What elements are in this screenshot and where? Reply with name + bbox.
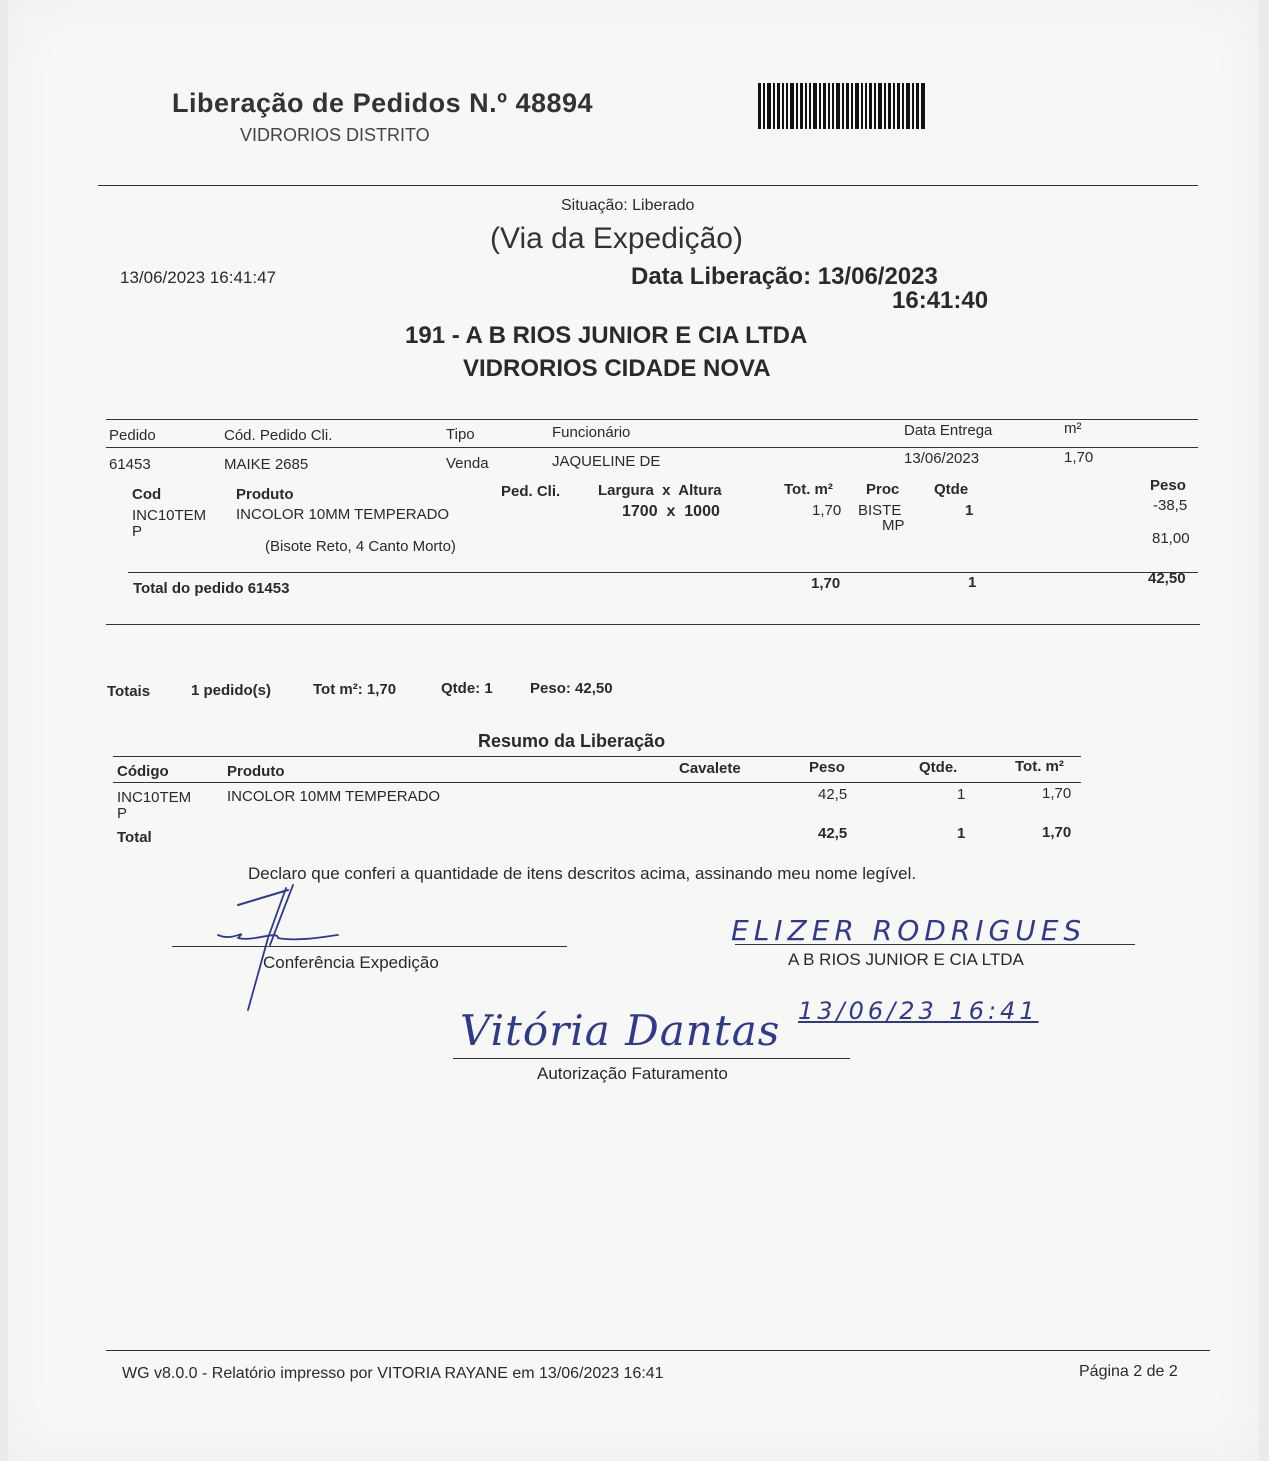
col-cod-pedido-cli: Cód. Pedido Cli.	[224, 427, 333, 444]
item-total-divider	[128, 572, 1198, 573]
footer-page-number: Página 2 de 2	[1079, 1363, 1178, 1380]
order-cod-pedido-cli: MAIKE 2685	[224, 456, 309, 473]
totals-peso: Peso: 42,50	[530, 680, 613, 697]
item-cod-line2: P	[132, 523, 143, 540]
order-data-entrega: 13/06/2023	[904, 450, 980, 467]
summary-header-divider	[113, 782, 1081, 783]
col-funcionario: Funcionário	[552, 424, 631, 441]
summary-codigo-line1: INC10TEM	[117, 789, 192, 806]
item-peso-top: -38,5	[1153, 497, 1188, 514]
autorizacao-handwritten-name: Vitória Dantas	[460, 1006, 781, 1055]
client-handwritten-name: ELIZER RODRIGUES	[731, 914, 1087, 947]
item-col-largura-altura: Largura x Altura	[598, 482, 722, 499]
summary-qtde: 1	[957, 786, 966, 803]
summary-col-tot-m2: Tot. m²	[1015, 758, 1064, 775]
col-m2: m²	[1064, 420, 1082, 437]
item-col-qtde: Qtde	[934, 481, 969, 498]
order-total-m2: 1,70	[811, 575, 841, 592]
item-proc-line2: MP	[882, 517, 905, 534]
order-total-peso: 42,50	[1148, 570, 1186, 587]
order-total-qtde: 1	[968, 574, 977, 591]
item-dimensions: 1700 x 1000	[622, 503, 720, 520]
conferencia-signature-line	[172, 946, 567, 947]
summary-total-qtde: 1	[957, 825, 966, 842]
col-pedido: Pedido	[109, 427, 156, 444]
item-col-proc: Proc	[866, 481, 900, 498]
item-col-ped-cli: Ped. Cli.	[501, 483, 561, 500]
company-subtitle: VIDRORIOS DISTRITO	[240, 125, 430, 145]
order-pedido: 61453	[109, 456, 151, 473]
item-produto: INCOLOR 10MM TEMPERADO	[236, 506, 450, 523]
autorizacao-label: Autorização Faturamento	[537, 1064, 728, 1083]
summary-produto: INCOLOR 10MM TEMPERADO	[227, 788, 441, 805]
totals-pedidos: 1 pedido(s)	[191, 682, 272, 699]
summary-col-produto: Produto	[227, 763, 285, 780]
summary-peso: 42,5	[818, 786, 848, 803]
summary-codigo-line2: P	[117, 805, 128, 822]
order-m2: 1,70	[1064, 449, 1094, 466]
summary-col-codigo: Código	[117, 763, 169, 780]
footer-divider	[106, 1350, 1210, 1351]
print-datetime: 13/06/2023 16:41:47	[120, 268, 276, 287]
document-title: Liberação de Pedidos N.º 48894	[172, 88, 594, 118]
data-liberacao-time: 16:41:40	[892, 287, 989, 314]
client-branch: VIDRORIOS CIDADE NOVA	[463, 355, 771, 382]
col-tipo: Tipo	[446, 426, 475, 443]
order-funcionario: JAQUELINE DE	[552, 453, 661, 470]
client-signature-line	[735, 944, 1135, 945]
client-signature-label: A B RIOS JUNIOR E CIA LTDA	[788, 950, 1024, 969]
summary-tot-m2: 1,70	[1042, 785, 1072, 802]
order-tipo: Venda	[446, 455, 489, 472]
summary-total-peso: 42,5	[818, 825, 848, 842]
summary-total-tot-m2: 1,70	[1042, 824, 1072, 841]
conferencia-label: Conferência Expedição	[263, 953, 439, 972]
status-situacao: Situação: Liberado	[561, 197, 695, 214]
order-table-top-border	[106, 419, 1198, 420]
header-divider	[98, 185, 1198, 186]
item-col-peso: Peso	[1150, 477, 1186, 494]
item-tot-m2: 1,70	[812, 502, 842, 519]
item-note: (Bisote Reto, 4 Canto Morto)	[265, 538, 456, 555]
summary-title: Resumo da Liberação	[478, 731, 666, 751]
client-name: 191 - A B RIOS JUNIOR E CIA LTDA	[405, 322, 808, 349]
via-label: (Via da Expedição)	[490, 222, 743, 255]
data-liberacao: Data Liberação: 13/06/2023	[631, 263, 938, 290]
item-qtde: 1	[965, 502, 974, 519]
conferencia-signature	[208, 880, 358, 1020]
totals-tot-m2: Tot m²: 1,70	[313, 681, 397, 698]
handwritten-date: 13/06/23 16:41	[798, 997, 1039, 1025]
barcode-icon	[758, 83, 950, 129]
summary-col-cavalete: Cavalete	[679, 760, 741, 777]
footer-report: WG v8.0.0 - Relatório impresso por VITORIA RAYANE em 13/06/2023 16:41	[122, 1365, 664, 1382]
summary-col-peso: Peso	[809, 759, 845, 776]
document-page	[8, 0, 1259, 1461]
item-proc-line1: BISTE	[858, 502, 902, 519]
item-peso-bottom: 81,00	[1152, 530, 1190, 547]
autorizacao-signature-line	[453, 1058, 850, 1059]
item-col-produto: Produto	[236, 486, 294, 503]
col-data-entrega: Data Entrega	[904, 422, 993, 439]
summary-top-border	[113, 756, 1081, 757]
declaration-text: Declaro que conferi a quantidade de itens descritos acima, assinando meu nome legível.	[248, 864, 917, 883]
summary-col-qtde: Qtde.	[919, 759, 958, 776]
totals-qtde: Qtde: 1	[441, 680, 493, 697]
item-col-tot-m2: Tot. m²	[784, 481, 833, 498]
summary-total-label: Total	[117, 829, 152, 846]
item-col-cod: Cod	[132, 486, 162, 503]
item-cod-line1: INC10TEM	[132, 507, 207, 524]
order-total-label: Total do pedido 61453	[133, 580, 290, 597]
totals-label: Totais	[107, 683, 151, 700]
order-header-divider	[106, 447, 1198, 448]
order-table-bottom-border	[106, 624, 1200, 625]
